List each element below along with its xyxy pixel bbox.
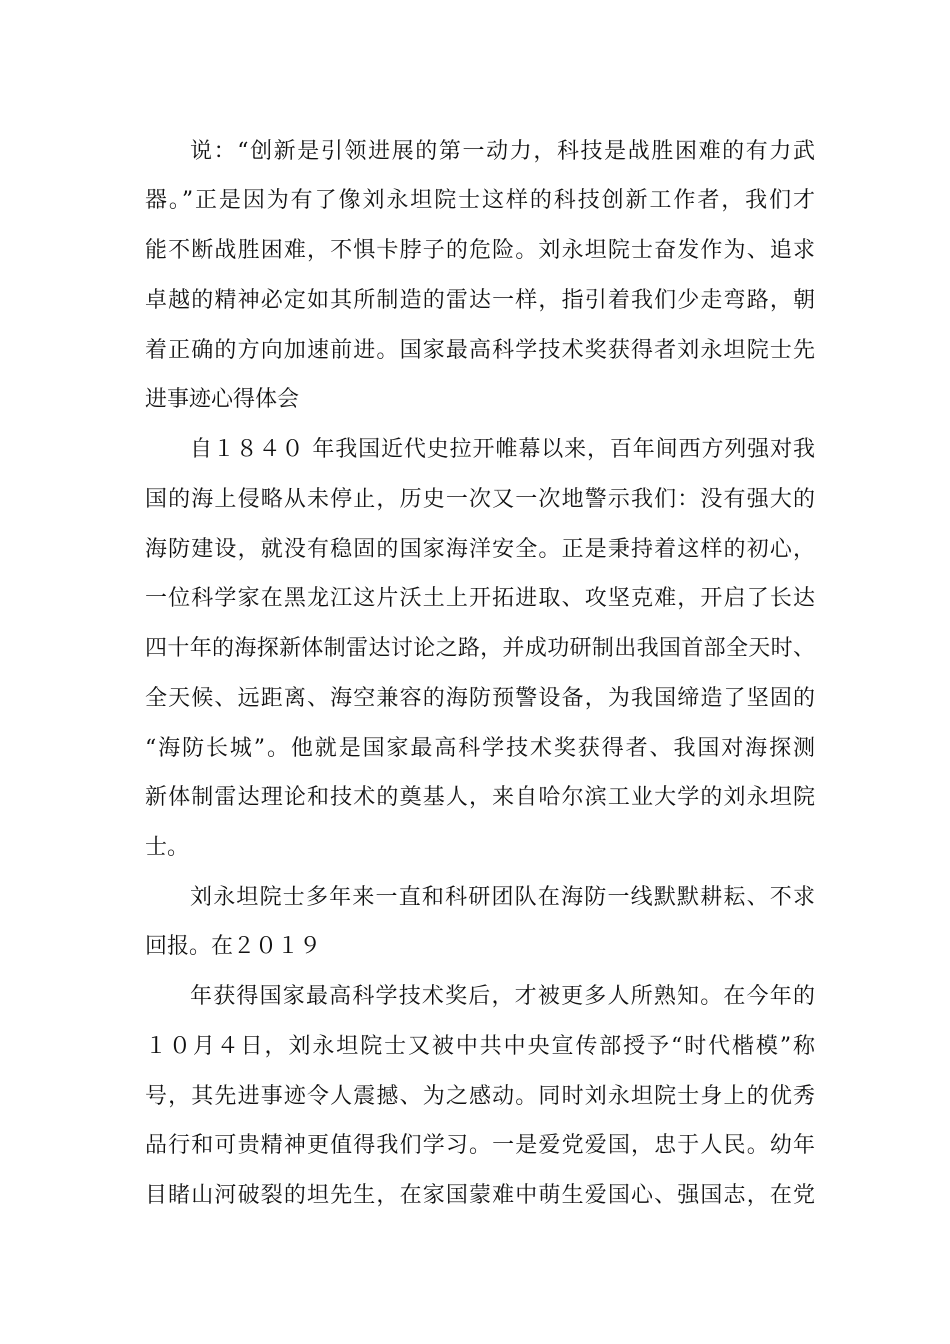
text-line: 说：“创新是引领进展的第一动力，科技是战胜困难的有力武 — [190, 139, 815, 164]
text-line: 品行和可贵精神更值得我们学习。一是爱党爱国，忠于人民。幼年 — [145, 1133, 815, 1158]
text-line: 回报。在２０１９ — [145, 934, 322, 959]
text-line: 年获得国家最高科学技术奖后，才被更多人所熟知。在今年的 — [190, 984, 815, 1009]
text-line: 能不断战胜困难，不惧卡脖子的危险。刘永坦院士奋发作为、追求 — [145, 238, 815, 263]
text-line: 全天候、远距离、海空兼容的海防预警设备，为我国缔造了坚固的 — [145, 686, 815, 711]
text-line: 卓越的精神必定如其所制造的雷达一样，指引着我们少走弯路，朝 — [145, 288, 815, 313]
text-line: 新体制雷达理论和技术的奠基人，来自哈尔滨工业大学的刘永坦院 — [145, 785, 815, 810]
text-line: 四十年的海探新体制雷达讨论之路，并成功研制出我国首部全天时、 — [145, 636, 815, 661]
text-line: 进事迹心得体会 — [145, 387, 300, 412]
text-line: 自１８４０ 年我国近代史拉开帷幕以来，百年间西方列强对我 — [190, 437, 815, 462]
text-line: 器。”正是因为有了像刘永坦院士这样的科技创新工作者，我们才 — [145, 188, 815, 213]
text-line: “海防长城”。他就是国家最高科学技术奖获得者、我国对海探测 — [145, 736, 815, 761]
text-line: １０月４日，刘永坦院士又被中共中央宣传部授予“时代楷模”称 — [145, 1034, 815, 1059]
text-line: 号，其先进事迹令人震撼、为之感动。同时刘永坦院士身上的优秀 — [145, 1084, 815, 1109]
text-line: 海防建设，就没有稳固的国家海洋安全。正是秉持着这样的初心， — [145, 537, 815, 562]
text-line: 国的海上侵略从未停止，历史一次又一次地警示我们：没有强大的 — [145, 487, 815, 512]
text-line: 目睹山河破裂的坦先生，在家国蒙难中萌生爱国心、强国志，在党 — [145, 1183, 815, 1208]
text-line: 刘永坦院士多年来一直和科研团队在海防一线默默耕耘、不求 — [190, 885, 815, 910]
text-line: 一位科学家在黑龙江这片沃土上开拓进取、攻坚克难，开启了长达 — [145, 586, 815, 611]
text-line: 着正确的方向加速前进。国家最高科学技术奖获得者刘永坦院士先 — [145, 338, 815, 363]
text-line: 士。 — [145, 835, 190, 860]
